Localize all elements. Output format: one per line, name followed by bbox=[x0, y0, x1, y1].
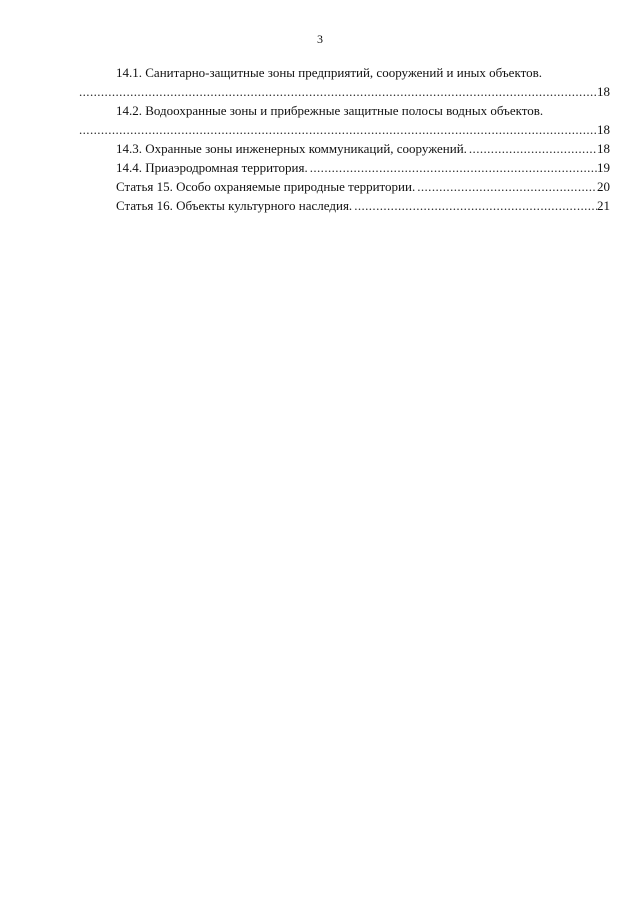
toc-entry-page: 18 bbox=[597, 84, 610, 99]
toc-entry-title: Статья 16. Объекты культурного наследия. bbox=[116, 198, 353, 213]
toc-entry[interactable] bbox=[79, 177, 610, 196]
toc-entry-page: 21 bbox=[597, 198, 610, 213]
toc-entry-page: 18 bbox=[597, 141, 610, 156]
toc-entry-page: 19 bbox=[597, 160, 610, 175]
toc-entry[interactable] bbox=[79, 63, 610, 101]
dot-leader bbox=[79, 82, 597, 101]
toc-entry-leader-line bbox=[79, 82, 610, 101]
dot-leader bbox=[415, 177, 597, 196]
toc-entry-title: Статья 15. Особо охраняемые природные территории. bbox=[116, 179, 416, 194]
dot-leader bbox=[352, 196, 597, 215]
toc-entry[interactable] bbox=[79, 196, 610, 215]
toc-entry-page: 20 bbox=[597, 179, 610, 194]
page-number: 3 bbox=[317, 32, 323, 46]
dot-leader bbox=[308, 158, 597, 177]
dot-leader bbox=[467, 139, 597, 158]
toc-entry-title: 14.4. Приаэродромная территория. bbox=[116, 160, 308, 175]
toc-entry-title: 14.1. Санитарно-защитные зоны предприятий, сооружений и иных объектов. bbox=[116, 65, 542, 80]
toc-entry[interactable] bbox=[79, 158, 610, 177]
toc-entry-title: 14.2. Водоохранные зоны и прибрежные защитные полосы водных объектов. bbox=[116, 103, 544, 118]
toc-entry[interactable] bbox=[79, 101, 610, 139]
toc-entry-page: 18 bbox=[597, 122, 610, 137]
toc-entry-title: 14.3. Охранные зоны инженерных коммуникаций, сооружений. bbox=[116, 141, 467, 156]
toc-entry[interactable] bbox=[79, 139, 610, 158]
table-of-contents bbox=[79, 63, 610, 215]
dot-leader bbox=[79, 120, 597, 139]
toc-entry-leader-line bbox=[79, 120, 610, 139]
